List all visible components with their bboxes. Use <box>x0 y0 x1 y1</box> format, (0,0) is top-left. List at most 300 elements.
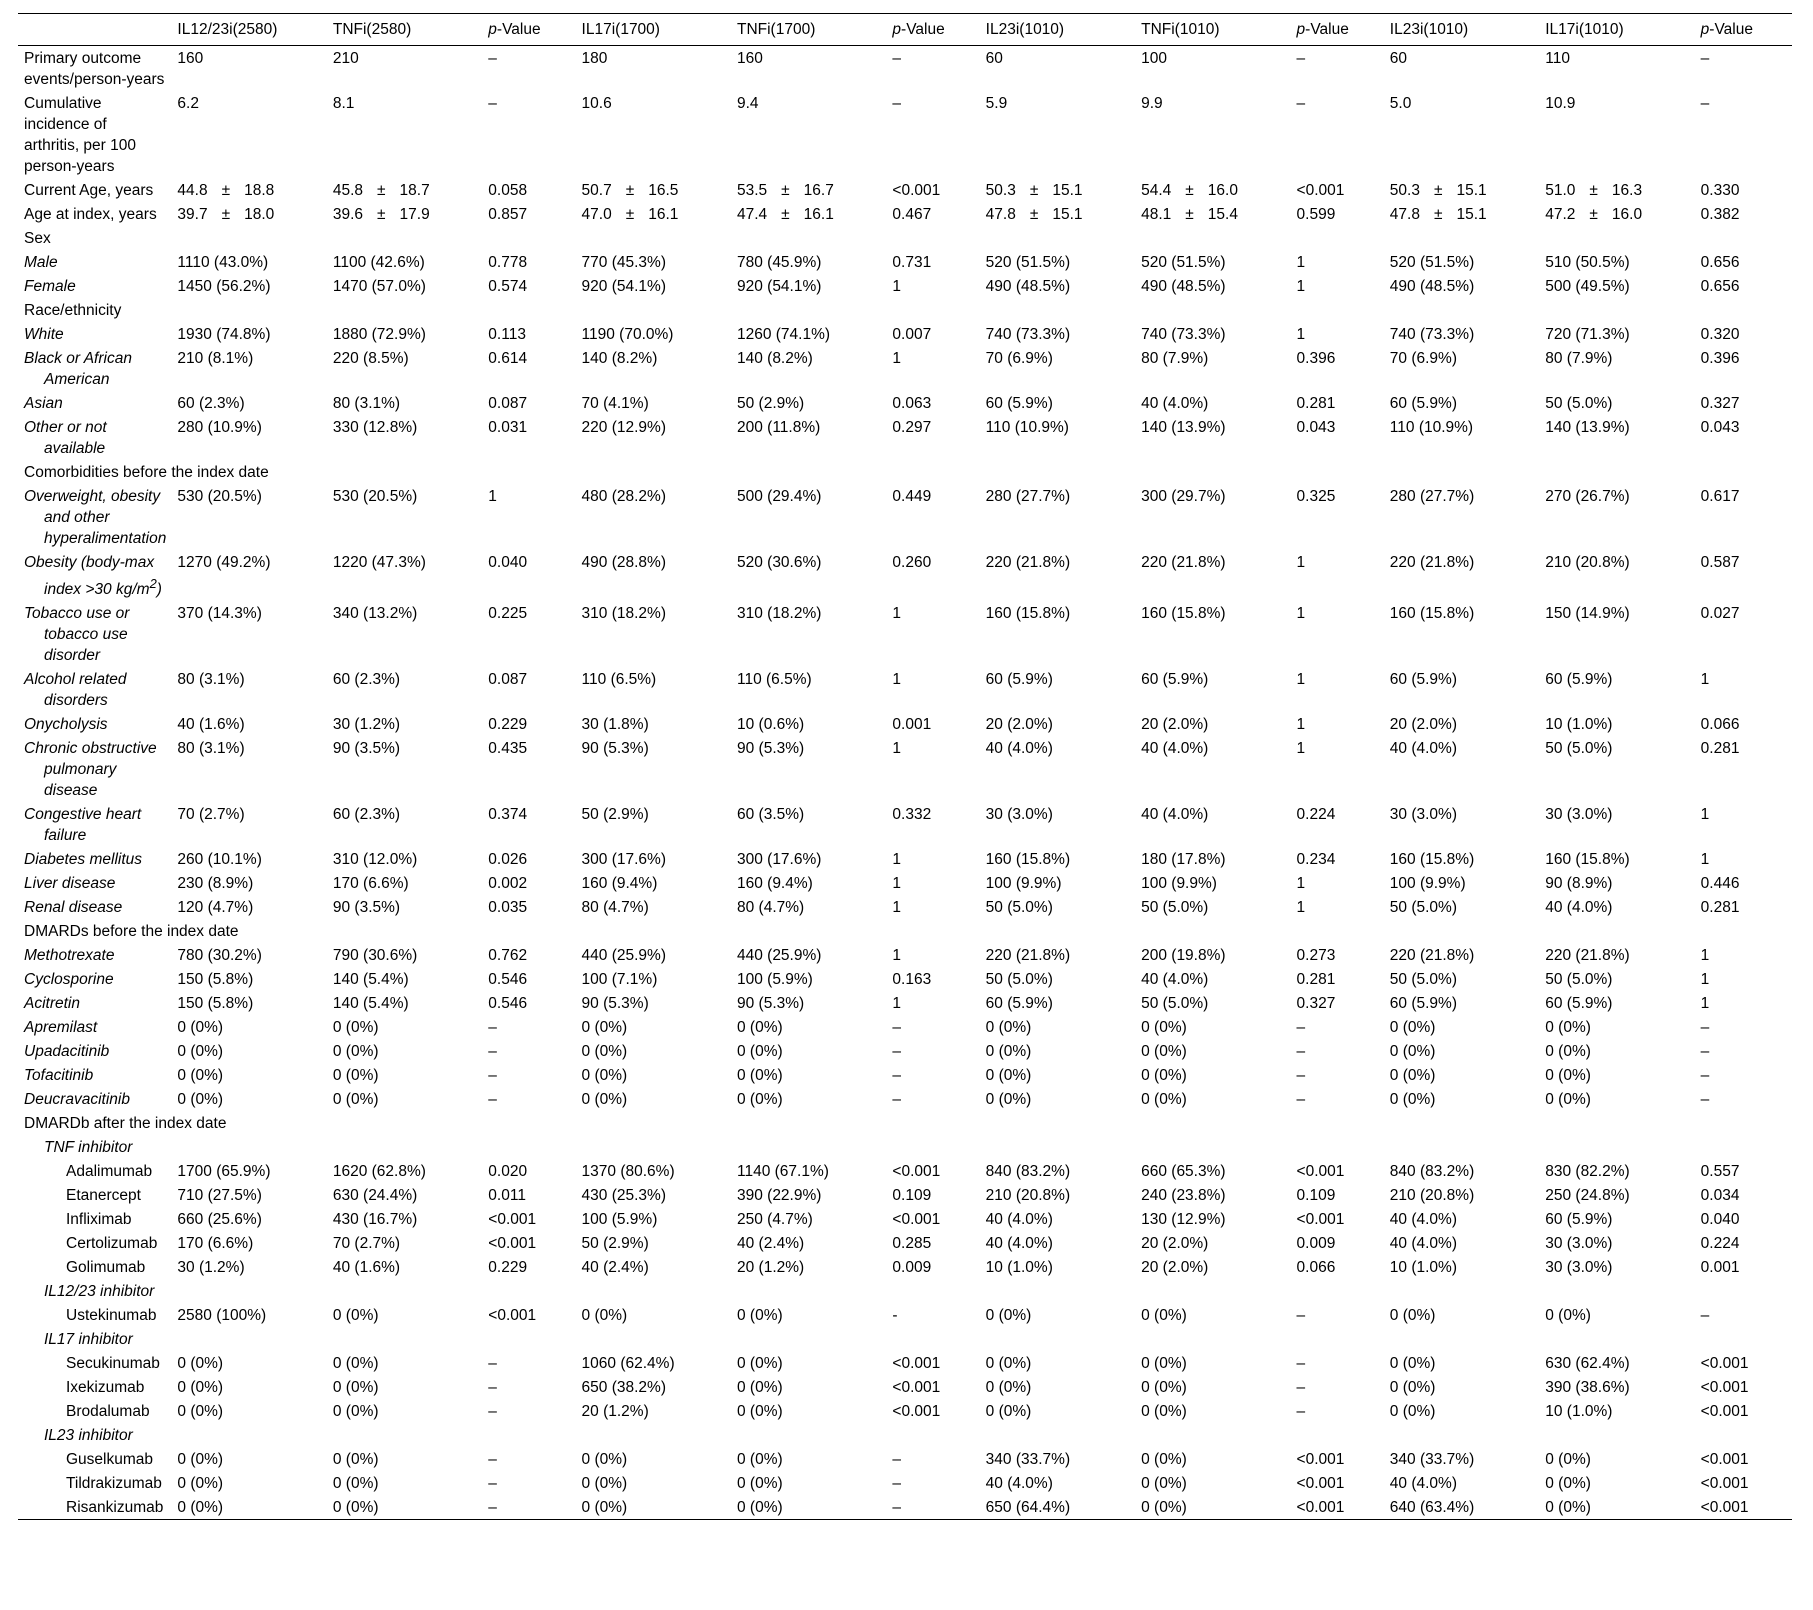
table-cell: 0.109 <box>892 1186 932 1204</box>
table-cell: 100 (9.9%) <box>1389 874 1466 892</box>
table-cell: <0.001 <box>1700 1354 1749 1372</box>
table-cell: 100 (5.9%) <box>736 970 813 988</box>
column-header <box>731 14 886 46</box>
table-cell: 0.234 <box>1296 850 1336 868</box>
table-row <box>18 991 1792 1015</box>
table-cell: 490 (48.5%) <box>1141 277 1226 295</box>
table-cell: 0.656 <box>1700 253 1740 271</box>
table-cell: 0 (0%) <box>736 1354 783 1372</box>
table-cell: 0.330 <box>1700 181 1740 199</box>
table-cell: 1 <box>892 604 902 622</box>
table-cell: 1 <box>1296 715 1306 733</box>
plus-minus-symbol: ± <box>1029 181 1039 199</box>
table-cell: 840 (83.2%) <box>1389 1162 1475 1180</box>
subsection-heading <box>18 1279 1792 1303</box>
table-cell: 80 (3.1%) <box>332 394 401 412</box>
table-cell: 500 (29.4%) <box>736 487 822 505</box>
row-label: IL12/23 inhibitor <box>44 1282 155 1300</box>
column-header-label: -Value <box>1709 21 1753 38</box>
table-cell: 170 (6.6%) <box>177 1234 254 1252</box>
table-cell: 440 (25.9%) <box>736 946 822 964</box>
row-label: Renal disease <box>24 898 123 916</box>
row-label: Deucravacitinib <box>24 1090 130 1108</box>
table-cell: 0.229 <box>488 715 528 733</box>
table-cell: 0 (0%) <box>1545 1450 1591 1468</box>
table-cell: 0 (0%) <box>1141 1402 1187 1420</box>
table-cell: <0.001 <box>1296 1210 1345 1228</box>
table-cell: 1 <box>892 994 902 1012</box>
sd-value: 15.1 <box>1456 205 1487 223</box>
table-cell: 80 (4.7%) <box>736 898 805 916</box>
table-cell: 510 (50.5%) <box>1545 253 1630 271</box>
table-cell: 8.1 <box>332 94 355 112</box>
mean-sd-cell <box>327 178 482 202</box>
row-label-cell <box>18 871 171 895</box>
plus-minus-symbol: ± <box>1589 181 1598 199</box>
table-cell: 0.281 <box>1700 898 1740 916</box>
table-cell: 0 (0%) <box>985 1402 1032 1420</box>
row-label: Other or not available <box>24 418 107 457</box>
table-cell: 0.260 <box>892 553 932 571</box>
mean-value: 50.7 <box>581 181 612 199</box>
table-cell: – <box>1296 49 1306 67</box>
table-cell: 740 (73.3%) <box>985 325 1071 343</box>
table-cell: 1 <box>1296 898 1306 916</box>
table-cell: 60 (2.3%) <box>332 805 401 823</box>
table-cell: 10 (0.6%) <box>736 715 805 733</box>
table-cell: 0 (0%) <box>177 1042 224 1060</box>
table-cell: 80 (7.9%) <box>1545 349 1613 367</box>
table-cell: 1 <box>892 349 902 367</box>
table-cell: 40 (1.6%) <box>332 1258 401 1276</box>
row-label: White <box>24 325 64 343</box>
table-cell: 0 (0%) <box>1545 1306 1591 1324</box>
table-cell: 0.762 <box>488 946 528 964</box>
table-row <box>18 1351 1792 1375</box>
table-cell: 0.778 <box>488 253 528 271</box>
table-cell: – <box>1700 1090 1710 1108</box>
table-cell: 0 (0%) <box>581 1042 628 1060</box>
table-cell: 520 (30.6%) <box>736 553 822 571</box>
table-cell: 50 (5.0%) <box>1545 394 1613 412</box>
table-cell: 1 <box>1296 874 1306 892</box>
table-cell: 100 <box>1141 49 1167 67</box>
table-cell: 50 (5.0%) <box>985 898 1053 916</box>
table-cell: 1930 (74.8%) <box>177 325 271 343</box>
column-header-label: IL17i(1700) <box>581 21 660 38</box>
table-row <box>18 346 1792 391</box>
table-cell: 210 (20.8%) <box>1545 553 1630 571</box>
row-label-cell <box>18 91 171 178</box>
table-cell: 490 (48.5%) <box>1389 277 1475 295</box>
table-cell: 1 <box>1296 253 1306 271</box>
table-cell: 1450 (56.2%) <box>177 277 271 295</box>
table-cell: 780 (45.9%) <box>736 253 822 271</box>
section-heading <box>18 1111 1792 1135</box>
table-row <box>18 802 1792 847</box>
table-cell: 0.066 <box>1296 1258 1336 1276</box>
table-row <box>18 1207 1792 1231</box>
table-cell: 40 (4.0%) <box>1389 1474 1457 1492</box>
table-cell: 530 (20.5%) <box>332 487 418 505</box>
table-cell: 0 (0%) <box>1389 1378 1436 1396</box>
table-cell: - <box>892 1306 898 1324</box>
table-cell: 40 (1.6%) <box>177 715 245 733</box>
table-cell: 140 (8.2%) <box>581 349 658 367</box>
row-label: Male <box>24 253 58 271</box>
table-cell: 0.066 <box>1700 715 1740 733</box>
sd-value: 18.0 <box>244 205 275 223</box>
table-cell: 50 (5.0%) <box>1389 970 1457 988</box>
table-cell: 1270 (49.2%) <box>177 553 271 571</box>
table-cell: 1 <box>892 850 902 868</box>
table-cell: 0.225 <box>488 604 528 622</box>
table-cell: 0 (0%) <box>985 1066 1032 1084</box>
row-label-cell <box>18 250 171 274</box>
table-cell: 40 (2.4%) <box>581 1258 649 1276</box>
table-cell: 1 <box>1700 670 1710 688</box>
row-label: Tofacitinib <box>24 1066 94 1084</box>
table-row <box>18 712 1792 736</box>
table-cell: 250 (24.8%) <box>1545 1186 1630 1204</box>
row-label-cell <box>18 1303 171 1327</box>
table-cell: <0.001 <box>1700 1402 1749 1420</box>
plus-minus-symbol: ± <box>377 181 386 199</box>
section-heading <box>18 919 1792 943</box>
table-cell: 0 (0%) <box>1389 1402 1436 1420</box>
table-cell: 0 (0%) <box>985 1354 1032 1372</box>
table-cell: 1 <box>892 670 902 688</box>
table-cell: – <box>1296 1018 1306 1036</box>
table-cell: 720 (71.3%) <box>1545 325 1630 343</box>
table-cell: 340 (33.7%) <box>1389 1450 1475 1468</box>
table-cell: 20 (2.0%) <box>985 715 1053 733</box>
table-cell: 1 <box>1296 277 1306 295</box>
table-row <box>18 46 1792 92</box>
table-cell: 0 (0%) <box>736 1450 783 1468</box>
sd-value: 17.9 <box>399 205 430 223</box>
plus-minus-symbol: ± <box>1185 205 1194 223</box>
mean-value: 47.8 <box>985 205 1016 223</box>
table-cell: 520 (51.5%) <box>985 253 1071 271</box>
row-label-cell <box>18 1255 171 1279</box>
mean-value: 47.0 <box>581 205 612 223</box>
table-cell: 40 (4.0%) <box>1141 805 1209 823</box>
table-cell: – <box>1296 1378 1306 1396</box>
table-cell: 90 (8.9%) <box>1545 874 1613 892</box>
table-cell: 0 (0%) <box>1141 1042 1187 1060</box>
row-label: Ixekizumab <box>66 1378 145 1396</box>
table-cell: – <box>488 1450 497 1468</box>
table-row <box>18 484 1792 550</box>
table-cell: 90 (3.5%) <box>332 898 401 916</box>
table-cell: 0.546 <box>488 994 528 1012</box>
table-row <box>18 1159 1792 1183</box>
table-cell: 60 (3.5%) <box>736 805 805 823</box>
section-heading <box>18 460 1792 484</box>
sd-value: 16.0 <box>1611 205 1643 223</box>
table-cell: – <box>1296 1090 1306 1108</box>
mean-sd-cell <box>731 202 886 226</box>
table-cell: 0 (0%) <box>581 1018 628 1036</box>
table-cell: 780 (30.2%) <box>177 946 262 964</box>
table-cell: 0.224 <box>1296 805 1336 823</box>
table-cell: 0 (0%) <box>177 1378 224 1396</box>
table-cell: 180 <box>581 49 608 67</box>
plus-minus-symbol: ± <box>1433 181 1443 199</box>
table-cell: 280 (27.7%) <box>1389 487 1475 505</box>
table-cell: 0.617 <box>1700 487 1740 505</box>
table-cell: – <box>1700 94 1710 112</box>
table-cell: 50 (5.0%) <box>1389 898 1457 916</box>
row-label: Onycholysis <box>24 715 108 733</box>
table-cell: – <box>488 1378 497 1396</box>
table-cell: 0.281 <box>1296 394 1336 412</box>
table-cell: 140 (5.4%) <box>332 970 409 988</box>
table-cell: 650 (64.4%) <box>980 1495 1135 1520</box>
row-label: Female <box>24 277 76 295</box>
table-cell: 0.546 <box>488 970 528 988</box>
table-row <box>18 415 1792 460</box>
table-cell: 390 (38.6%) <box>1545 1378 1630 1396</box>
table-cell: 80 (7.9%) <box>1141 349 1209 367</box>
table-cell: <0.001 <box>488 1306 537 1324</box>
table-cell: 1100 (42.6%) <box>332 253 425 271</box>
table-cell: <0.001 <box>892 1210 941 1228</box>
table-row <box>18 1495 1792 1520</box>
table-cell: 40 (4.0%) <box>1545 898 1613 916</box>
mean-value: 51.0 <box>1545 181 1576 199</box>
table-cell: 1370 (80.6%) <box>581 1162 675 1180</box>
table-cell: 370 (14.3%) <box>177 604 262 622</box>
table-cell: 0 (0%) <box>177 1450 224 1468</box>
table-cell: 0 (0%) <box>1389 1066 1436 1084</box>
table-cell: 1 <box>1700 994 1710 1012</box>
row-label-tail: ) <box>156 580 162 598</box>
row-label: Current Age, years <box>24 181 154 199</box>
table-cell: <0.001 <box>892 1354 941 1372</box>
sd-value: 16.1 <box>803 205 834 223</box>
mean-value: 53.5 <box>736 181 768 199</box>
table-cell: 0 (0%) <box>985 1042 1032 1060</box>
table-cell: 0 (0%) <box>576 1495 731 1520</box>
column-header <box>1135 14 1290 46</box>
sd-value: 18.7 <box>399 181 430 199</box>
table-cell: 130 (12.9%) <box>1141 1210 1226 1228</box>
table-cell: 220 (12.9%) <box>581 418 666 436</box>
table-cell: 0 (0%) <box>1389 1354 1436 1372</box>
column-header <box>886 14 979 46</box>
row-label-cell <box>18 46 171 92</box>
table-cell: 50 (5.0%) <box>1545 739 1613 757</box>
row-label-cell <box>18 967 171 991</box>
mean-sd-cell <box>576 178 731 202</box>
header-corner-cell <box>18 14 171 46</box>
table-cell: 20 (1.2%) <box>736 1258 805 1276</box>
row-label-cell <box>18 1471 171 1495</box>
table-cell: 70 (6.9%) <box>1389 349 1457 367</box>
column-header-italic: p <box>892 21 902 38</box>
table-cell: 60 (5.9%) <box>1389 394 1457 412</box>
plus-minus-symbol: ± <box>1029 205 1039 223</box>
table-cell: 1620 (62.8%) <box>332 1162 426 1180</box>
sd-value: 15.1 <box>1052 205 1083 223</box>
section-header-row <box>18 298 1792 322</box>
section-header-row <box>18 1111 1792 1135</box>
table-cell: 0 (0%) <box>731 1495 886 1520</box>
table-cell: – <box>892 94 902 112</box>
table-cell: 5.0 <box>1389 94 1412 112</box>
row-label: Asian <box>24 394 63 412</box>
table-cell: 1 <box>892 277 902 295</box>
table-cell: 0.656 <box>1700 277 1740 295</box>
table-row <box>18 322 1792 346</box>
row-label: IL23 inhibitor <box>44 1426 133 1444</box>
table-cell: 920 (54.1%) <box>736 277 822 295</box>
table-cell: – <box>1296 94 1306 112</box>
table-cell: 0.467 <box>892 205 932 223</box>
table-cell: 0.281 <box>1296 970 1336 988</box>
table-cell: <0.001 <box>1296 1450 1345 1468</box>
table-cell: 140 (13.9%) <box>1545 418 1630 436</box>
sd-value: 15.1 <box>1456 181 1487 199</box>
column-header-label: IL12/23i(2580) <box>177 21 278 38</box>
table-cell: 10 (1.0%) <box>1389 1258 1457 1276</box>
table-cell: 20 (1.2%) <box>581 1402 649 1420</box>
row-label: DMARDs before the index date <box>24 922 239 940</box>
table-cell: 50 (5.0%) <box>1141 898 1209 916</box>
row-label: Liver disease <box>24 874 116 892</box>
mean-value: 44.8 <box>177 181 208 199</box>
plus-minus-symbol: ± <box>625 181 635 199</box>
row-label-cell <box>18 1063 171 1087</box>
table-cell: 0.449 <box>892 487 932 505</box>
table-cell: – <box>1700 1306 1710 1324</box>
row-label: Comorbidities before the index date <box>24 463 269 481</box>
row-label-cell <box>18 802 171 847</box>
table-cell: 0 (0%) <box>581 1066 628 1084</box>
table-cell: 280 (27.7%) <box>985 487 1071 505</box>
table-cell: 0 (0%) <box>177 1474 224 1492</box>
table-cell: 50 (5.0%) <box>1545 970 1613 988</box>
table-cell: <0.001 <box>1700 1474 1749 1492</box>
table-cell: 0.009 <box>892 1258 932 1276</box>
table-cell: 50 (2.9%) <box>736 394 805 412</box>
table-cell: 0 (0%) <box>1141 1018 1187 1036</box>
table-cell: 110 (6.5%) <box>581 670 657 688</box>
table-cell: 60 (2.3%) <box>332 670 401 688</box>
table-cell: 1 <box>892 898 902 916</box>
column-header-label: -Value <box>901 21 945 38</box>
sd-value: 18.8 <box>244 181 275 199</box>
table-cell: 740 (73.3%) <box>1141 325 1226 343</box>
table-cell: 0 (0%) <box>177 1402 224 1420</box>
table-cell: 100 (5.9%) <box>581 1210 658 1228</box>
table-cell: 0.020 <box>488 1162 528 1180</box>
table-row <box>18 1255 1792 1279</box>
table-cell: 210 (20.8%) <box>985 1186 1071 1204</box>
mean-sd-cell <box>1384 202 1539 226</box>
row-label-cell <box>18 991 171 1015</box>
table-cell: 160 <box>736 49 763 67</box>
table-cell: 0.087 <box>488 394 528 412</box>
table-cell: 10.6 <box>581 94 612 112</box>
table-cell: 270 (26.7%) <box>1545 487 1630 505</box>
table-cell: 0 (0%) <box>1389 1018 1436 1036</box>
table-cell: 0.035 <box>488 898 528 916</box>
column-header <box>171 14 326 46</box>
column-header-italic: p <box>1700 21 1710 38</box>
table-cell: <0.001 <box>892 1162 941 1180</box>
table-cell: 0 (0%) <box>327 1495 482 1520</box>
table-cell: 0 (0%) <box>736 1042 783 1060</box>
table-row <box>18 1399 1792 1423</box>
table-row <box>18 178 1792 202</box>
table-cell: – <box>1700 1066 1710 1084</box>
table-cell: 9.9 <box>1141 94 1163 112</box>
table-cell: 10.9 <box>1545 94 1576 112</box>
table-cell: 0.002 <box>488 874 528 892</box>
column-header-label: -Value <box>1305 21 1349 38</box>
table-cell: 220 (21.8%) <box>1141 553 1226 571</box>
section-header-row <box>18 460 1792 484</box>
subsection-heading <box>18 1423 1792 1447</box>
table-cell: 300 (29.7%) <box>1141 487 1226 505</box>
row-label: Age at index, years <box>24 205 157 223</box>
table-cell: 340 (13.2%) <box>332 604 418 622</box>
table-cell: 790 (30.6%) <box>332 946 418 964</box>
row-label: Apremilast <box>24 1018 98 1036</box>
table-cell: 50 (5.0%) <box>1141 994 1209 1012</box>
column-header-label: IL17i(1010) <box>1545 21 1624 38</box>
table-cell: 20 (2.0%) <box>1141 715 1209 733</box>
table-row <box>18 202 1792 226</box>
table-cell: – <box>488 1066 497 1084</box>
table-cell: 10 (1.0%) <box>1545 715 1613 733</box>
table-cell: – <box>892 1042 902 1060</box>
table-cell: 0 (0%) <box>332 1402 379 1420</box>
table-cell: 1190 (70.0%) <box>581 325 674 343</box>
column-header-label: IL23i(1010) <box>985 21 1065 38</box>
table-cell: 300 (17.6%) <box>736 850 822 868</box>
table-row <box>18 667 1792 712</box>
table-row <box>18 1039 1792 1063</box>
row-label: Acitretin <box>24 994 80 1012</box>
plus-minus-symbol: ± <box>625 205 635 223</box>
table-cell: – <box>488 1354 497 1372</box>
table-cell: 830 (82.2%) <box>1545 1162 1630 1180</box>
column-header-label: IL23i(1010) <box>1389 21 1469 38</box>
table-cell: 430 (25.3%) <box>581 1186 666 1204</box>
table-cell: 0 (0%) <box>581 1474 628 1492</box>
table-cell: – <box>488 1402 497 1420</box>
mean-sd-cell <box>1384 178 1539 202</box>
table-cell: – <box>892 1450 902 1468</box>
table-cell: 0 (0%) <box>736 1402 783 1420</box>
row-label-cell <box>18 1087 171 1111</box>
row-label-cell <box>18 1039 171 1063</box>
table-cell: 70 (2.7%) <box>177 805 245 823</box>
table-cell: 100 (9.9%) <box>985 874 1062 892</box>
table-cell: 240 (23.8%) <box>1141 1186 1226 1204</box>
table-cell: 0 (0%) <box>581 1450 628 1468</box>
row-label-cell <box>18 550 171 601</box>
table-cell: 660 (25.6%) <box>177 1210 262 1228</box>
table-cell: 160 (9.4%) <box>581 874 658 892</box>
mean-sd-cell <box>1539 178 1694 202</box>
table-cell: 0.273 <box>1296 946 1336 964</box>
table-cell: 0 (0%) <box>1545 1474 1591 1492</box>
